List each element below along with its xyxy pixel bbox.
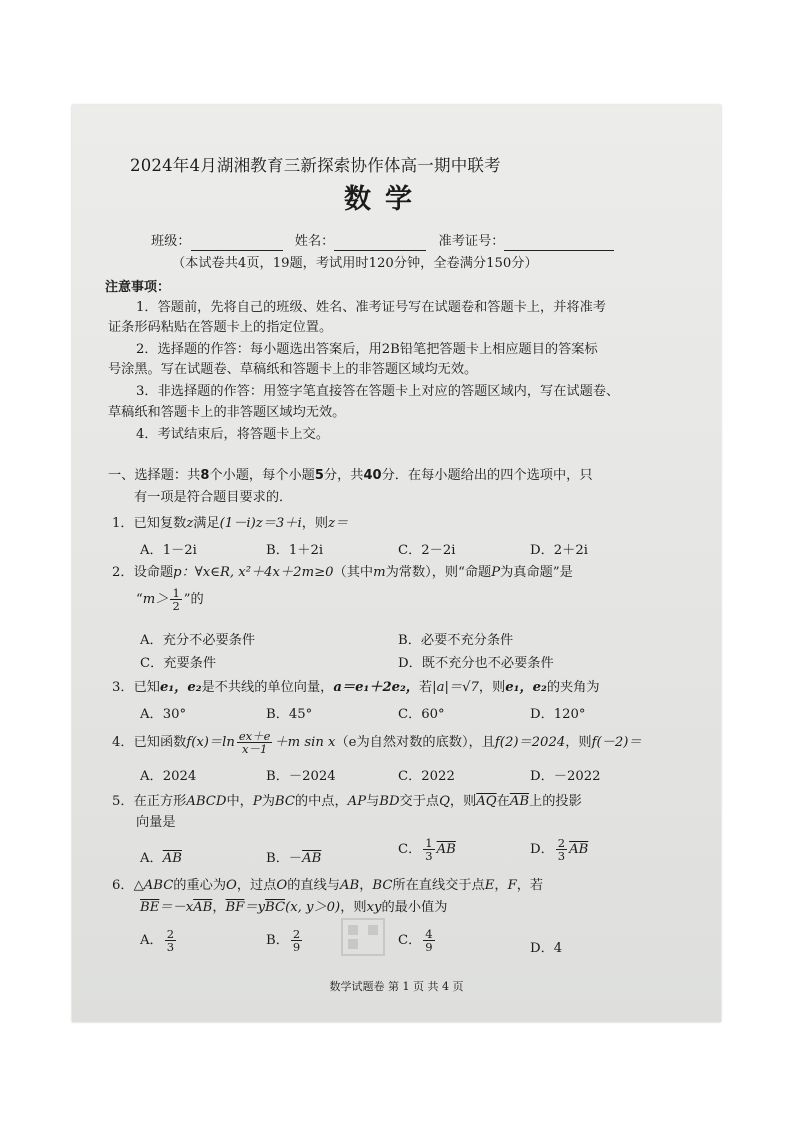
- student-info-fields: [151, 233, 614, 251]
- q5-option-d: D． $\frac{2}{3}$ $\overline{AB}$: [530, 836, 589, 863]
- section-heading-line2: 有一项是符合题目要求的．: [134, 490, 293, 505]
- notice-item: 4．考试结束后，将答题卡上交。: [136, 427, 330, 442]
- q1-option-b: B．1＋2i: [266, 543, 324, 558]
- q5-option-c: C． $\frac{1}{3}$ $\overline{AB}$: [398, 836, 456, 863]
- question-1-stem: 1．已知复数z满足(1－i)z＝3＋i，则z＝: [112, 516, 349, 531]
- q2-option-a: A．充分不必要条件: [140, 633, 256, 648]
- q6-option-a: A． $\frac{2}{3}$: [140, 927, 175, 954]
- notice-item: 草稿纸和答题卡上的非答题区域均无效。: [108, 405, 346, 420]
- q3-option-c: C．60°: [398, 707, 445, 722]
- question-4-stem: 4．已知函数f(x)＝ln $\frac{ex+e}{x-1}$ ＋m sin x（e为自然对数的底数），且f(2)＝2024，则f(－2)＝: [112, 729, 642, 756]
- page-footer: 数学试题卷 第 1 页 共 4 页: [329, 980, 464, 993]
- q4-option-a: A．2024: [140, 769, 197, 784]
- notice-item: 证条形码粘贴在答题卡上的指定位置。: [108, 320, 333, 335]
- q1-option-d: D．2＋2i: [530, 543, 588, 558]
- q2-option-b: B．必要不充分条件: [398, 633, 514, 648]
- watermark-stamp-icon: [340, 917, 386, 957]
- notice-heading: 注意事项：: [105, 280, 171, 295]
- question-6-stem: 6．△ABC的重心为O，过点O的直线与AB，BC所在直线交于点E，F，若: [112, 878, 544, 893]
- fraction: $\frac{1}{2}$: [172, 586, 180, 613]
- subject-title: 数学: [344, 184, 426, 215]
- id-label: 准考证号：: [438, 234, 505, 249]
- class-label: 班级：: [151, 234, 191, 249]
- q6-option-d: D．4: [530, 941, 563, 956]
- name-label: 姓名：: [294, 234, 335, 249]
- notice-item: 号涂黑。写在试题卷、草稿纸和答题卡上的非答题区域均无效。: [108, 362, 478, 377]
- q5-option-a: A．$\overline{AB}$: [140, 851, 182, 866]
- q6-option-c: C． $\frac{4}{9}$: [398, 927, 433, 954]
- q4-option-d: D．－2022: [530, 769, 601, 784]
- q3-option-b: B．45°: [266, 707, 313, 722]
- q3-option-d: D．120°: [530, 707, 586, 722]
- id-blank[interactable]: [504, 236, 614, 251]
- q5-option-b: B．$-\overline{AB}$: [266, 851, 322, 866]
- notice-item: 1．答题前，先将自己的班级、姓名、准考证号写在试题卷和答题卡上，并将准考: [136, 300, 606, 315]
- q6-option-b: B． $\frac{2}{9}$: [266, 927, 301, 954]
- q1-option-c: C．2－2i: [398, 543, 456, 558]
- section-heading: 一、选择题：共8个小题，每个小题5分，共40分．在每小题给出的四个选项中，只: [108, 468, 593, 483]
- exam-paper: [72, 105, 721, 1022]
- question-2-stem: 2．设命题p：∀x∈R, x²＋4x＋2m≥0（其中m为常数），则“命题P为真命题”是: [112, 565, 573, 580]
- exam-info: （本试卷共4页，19题，考试用时120分钟，全卷满分150分）: [172, 256, 538, 271]
- question-5-stem: 5．在正方形ABCD中，P为BC的中点，AP与BD交于点Q，则$\overline{AQ}$在$\overline{AB}$上的投影: [112, 794, 582, 809]
- fraction: $\frac{ex+e}{x-1}$: [238, 729, 271, 756]
- question-6-stem-line2: $\overline{BE}=-x\overline{AB}$，$\overline{BF}=y\overline{BC}(x$, y＞0)，则xy的最小值为: [140, 900, 448, 915]
- question-2-stem-line2: “m＞ $\frac{1}{2}$ ”的: [136, 586, 204, 613]
- q4-option-b: B．－2024: [266, 769, 336, 784]
- q4-option-c: C．2022: [398, 769, 455, 784]
- notice-item: 2．选择题的作答：每小题选出答案后，用2B铅笔把答题卡上相应题目的答案标: [136, 342, 598, 357]
- q3-option-a: A．30°: [140, 707, 187, 722]
- notice-item: 3．非选择题的作答：用签字笔直接答在答题卡上对应的答题区域内，写在试题卷、: [136, 384, 620, 399]
- q1-option-a: A．1－2i: [140, 543, 197, 558]
- q2-option-d: D．既不充分也不必要条件: [398, 656, 554, 671]
- q2-option-c: C．充要条件: [140, 656, 217, 671]
- name-blank[interactable]: [334, 236, 426, 251]
- question-3-stem: 3．已知e₁，e₂是不共线的单位向量，a＝e₁＋2e₂，若|a|＝√7，则e₁，e₂的夹角为: [112, 680, 600, 695]
- class-blank[interactable]: [191, 236, 283, 251]
- question-5-stem-line2: 向量是: [136, 815, 176, 830]
- exam-title: 2024年4月湖湘教育三新探索协作体高一期中联考: [130, 156, 501, 175]
